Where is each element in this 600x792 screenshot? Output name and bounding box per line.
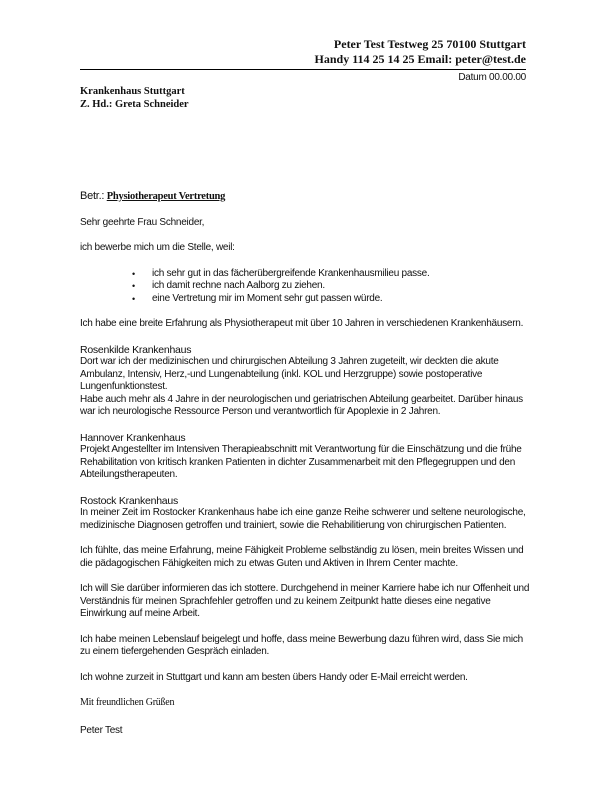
salutation: Sehr geehrte Frau Schneider, bbox=[80, 216, 205, 228]
intro-text: ich bewerbe mich um die Stelle, weil: bbox=[80, 242, 235, 253]
subject-line bbox=[80, 190, 530, 204]
section-title: Hannover Krankenhaus bbox=[80, 431, 186, 444]
experience-intro: Ich habe eine breite Erfahrung als Physiotherapeut mit über 10 Jahren in verschiedenen Krankenhäusern. bbox=[80, 318, 524, 329]
section-hannover bbox=[80, 432, 530, 482]
reasons-list bbox=[80, 268, 530, 306]
header-divider bbox=[80, 69, 526, 70]
section-rosenkilde bbox=[80, 344, 530, 419]
sender-address: Peter Test Testweg 25 70100 Stuttgart bbox=[333, 37, 526, 51]
letter-body bbox=[80, 190, 530, 737]
list-item: • ich damit rechne nach Aalborg zu ziehen. bbox=[132, 280, 325, 291]
list-item: • ich sehr gut in das fächerübergreifende Krankenhausmilieu passe. bbox=[132, 267, 430, 279]
bullet-icon: • bbox=[132, 268, 135, 279]
section-rostock bbox=[80, 495, 530, 533]
sender-contact: Handy 114 25 14 25 Email: peter@test.de bbox=[314, 52, 526, 66]
bullet-icon: • bbox=[132, 293, 135, 304]
subject-title: Physiotherapeut Vertretung bbox=[106, 191, 226, 202]
paragraph-stutter: Ich will Sie darüber informieren das ich stottere. Durchgehend in meiner Karriere habe ich nur Offenheit und Verständnis für meinen Sprachfehler getroffen und zu keinem Zeitpunkt hatte dieses eine negative Einwirkung auf meine Arbeit. bbox=[80, 583, 530, 619]
section-text: In meiner Zeit im Rostocker Krankenhaus habe ich eine ganze Reihe schwerer und seltene neurologische, medizinische Diagnosen getroffen und trainiert, sowie die Rehabilitierung von chirurgischen Patienten. bbox=[80, 507, 526, 531]
section-title: Rosenkilde Krankenhaus bbox=[80, 343, 192, 356]
paragraph-contact: Ich wohne zurzeit in Stuttgart und kann am besten übers Handy oder E-Mail erreicht werden. bbox=[80, 671, 468, 683]
paragraph-skills: Ich fühlte, das meine Erfahrung, meine Fähigkeit Probleme selbständig zu lösen, mein breites Wissen und die pädagogischen Fähigkeiten mich zu etwas Guten und Aktiven in Ihrem Center machte. bbox=[80, 545, 524, 569]
list-item: • eine Vertretung mir im Moment sehr gut passen würde. bbox=[132, 292, 383, 304]
section-text: Dort war ich der medizinischen und chirurgischen Abteilung 3 Jahren zugeteilt, wir deckten die akute Ambulanz, Intensiv, Herz,-und Lungenabteilung (inkl. KOL und Herzgruppe) sowie postoperative Lungenfunktionstest. bbox=[80, 356, 499, 392]
recipient-block bbox=[80, 85, 189, 111]
signature-name: Peter Test bbox=[80, 724, 123, 736]
section-title: Rostock Krankenhaus bbox=[80, 494, 178, 507]
section-text: Habe auch mehr als 4 Jahre in der neurologischen und geriatrischen Abteilung gearbeitet. Darüber hinaus war ich neurologische Ressource Person und verantwortlich für Apoplexie in 2 Jahren. bbox=[80, 393, 523, 417]
letter-date: Datum 00.00.00 bbox=[458, 72, 526, 83]
recipient-attention: Z. Hd.: Greta Schneider bbox=[80, 99, 189, 110]
bullet-icon: • bbox=[132, 281, 135, 291]
section-text: Projekt Angestellter im Intensiven Therapieabschnitt mit Verantwortung für die Einschätzung und die frühe Rehabilitation von kritisch kranken Patienten in dichter Zusammenarbeit mit den Pflegegruppen und den Abteilungstherapeuten. bbox=[80, 444, 522, 480]
subject-label: Betr.: bbox=[80, 190, 105, 202]
closing-phrase: Mit freundlichen Grüßen bbox=[80, 697, 175, 708]
paragraph-cv: Ich habe meinen Lebenslauf beigelegt und hoffe, dass meine Bewerbung dazu führen wird, dass Sie mich zu einem tiefergehenden Gespräch einladen. bbox=[80, 633, 523, 657]
recipient-name: Krankenhaus Stuttgart bbox=[80, 86, 185, 97]
sender-block bbox=[315, 37, 526, 67]
